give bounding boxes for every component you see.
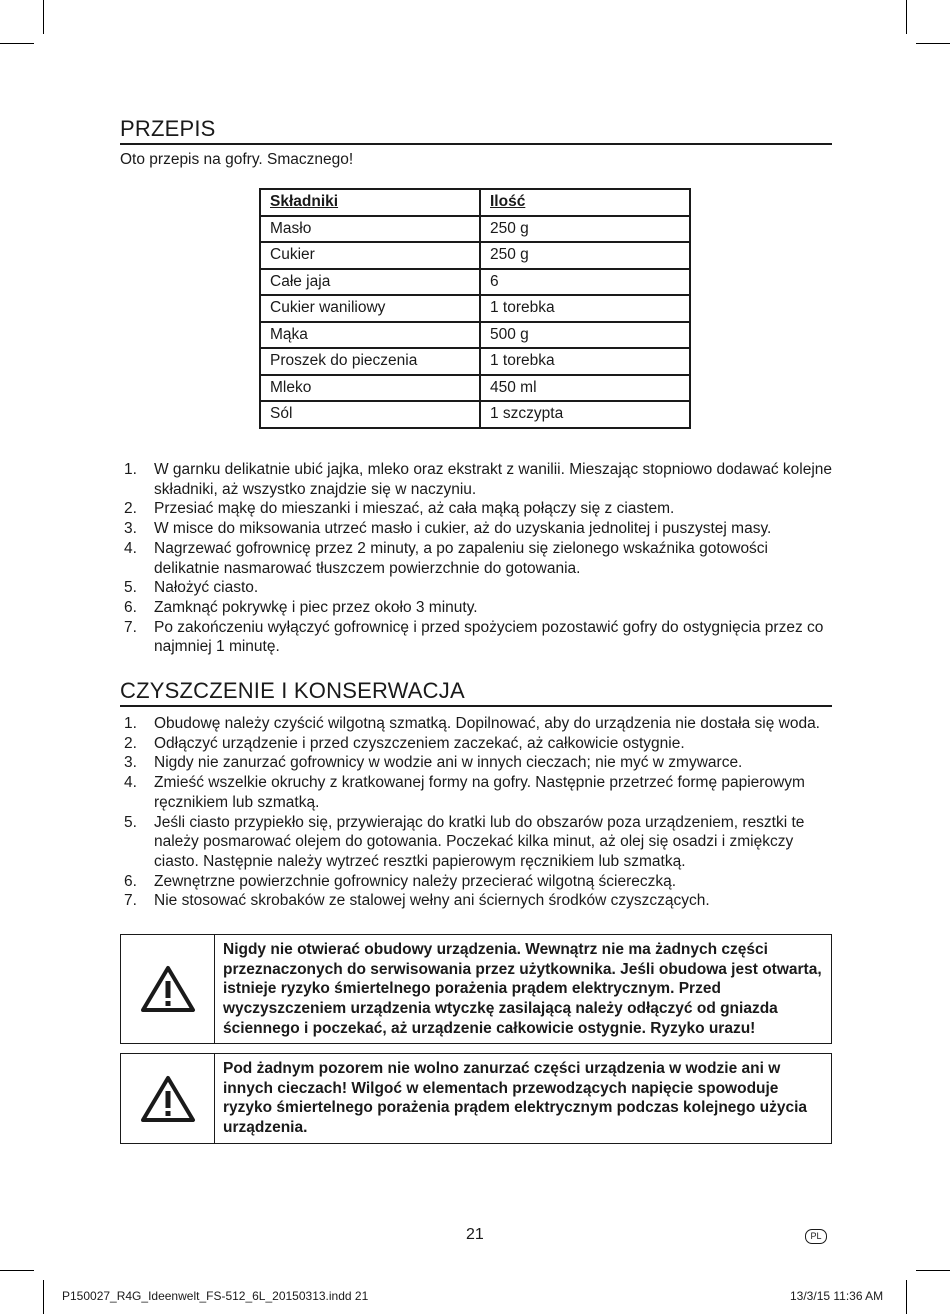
- list-item: [120, 813, 832, 872]
- warning-icon-cell: [121, 935, 215, 1043]
- table-header-row: [260, 189, 690, 216]
- ingredient-cell: Proszek do pieczenia: [260, 348, 480, 375]
- cleaning-steps-list: [120, 714, 832, 911]
- step-text: Nigdy nie zanurzać gofrownicy w wodzie ani w innych cieczach; nie myć w zmywarce.: [154, 754, 743, 772]
- step-number: 1.: [124, 715, 137, 732]
- quantity-cell: 250 g: [480, 216, 690, 243]
- warning-box: [120, 934, 832, 1044]
- table-row: [260, 322, 690, 349]
- list-item: [120, 872, 832, 892]
- cleaning-title: CZYSZCZENIE I KONSERWACJA: [120, 678, 832, 707]
- step-text: Zewnętrzne powierzchnie gofrownicy należy przecierać wilgotną ściereczką.: [154, 872, 677, 890]
- crop-mark: [916, 1270, 950, 1271]
- crop-mark: [43, 1280, 44, 1314]
- ingredients-table: [259, 188, 691, 429]
- column-header-ingredients: Składniki: [260, 189, 480, 216]
- print-slug-date: 13/3/15 11:36 AM: [790, 1289, 884, 1303]
- list-item: [120, 499, 832, 519]
- list-item: [120, 578, 832, 598]
- list-item: [120, 734, 832, 754]
- step-number: 4.: [124, 774, 137, 792]
- warning-text: Nigdy nie otwierać obudowy urządzenia. Wewnątrz nie ma żadnych części przeznaczonych do serwisowania przez użytkownika. Jeśli obudowa jest otwarta, istnieje ryzyko śmiertelnego porażenia prądem elektrycznym. Przed wyczyszczeniem urządzenia wtyczkę zasilającą należy odłączyć od gniazda ściennego i poczekać, aż urządzenie całkowicie ostygnie. Ryzyko urazu!: [223, 941, 822, 1037]
- quantity-cell: 250 g: [480, 242, 690, 269]
- print-slug-file: P150027_R4G_Ideenwelt_FS-512_6L_20150313.indd 21: [62, 1289, 369, 1303]
- step-text: Jeśli ciasto przypiekło się, przywierając do kratki lub do obszarów poza urządzeniem, resztki te należy posmarować olejem do gotowania. Poczekać kilka minut, aż olej się osadzi i zmiękczy ciasto. Następnie należy wytrzeć resztki papierowym ręcznikiem lub szmatką.: [154, 813, 805, 870]
- list-item: [120, 598, 832, 618]
- quantity-cell: 1 torebka: [480, 348, 690, 375]
- step-text: Zmieść wszelkie okruchy z kratkowanej formy na gofry. Następnie przetrzeć formę papierowym ręcznikiem lub szmatką.: [154, 774, 805, 811]
- ingredient-cell: Mleko: [260, 375, 480, 402]
- crop-mark: [906, 0, 907, 34]
- list-item: [120, 714, 832, 734]
- step-number: 1.: [124, 461, 137, 478]
- quantity-cell: 1 torebka: [480, 295, 690, 322]
- warning-text: Pod żadnym pozorem nie wolno zanurzać części urządzenia w wodzie ani w innych cieczach! Wilgoć w elementach przewodzących napięcie spowoduje ryzyko śmiertelnego porażenia prądem elektrycznym podczas kolejnego użycia urządzenia.: [223, 1060, 808, 1137]
- crop-mark: [43, 0, 44, 34]
- table-row: [260, 269, 690, 296]
- step-text: Nałożyć ciasto.: [154, 579, 259, 597]
- table-row: [260, 375, 690, 402]
- warning-triangle-icon: [140, 965, 196, 1013]
- list-item: [120, 618, 832, 657]
- step-text: W misce do miksowania utrzeć masło i cukier, aż do uzyskania jednolitej i puszystej masy.: [154, 520, 772, 538]
- step-text: Obudowę należy czyścić wilgotną szmatką. Dopilnować, aby do urządzenia nie dostała się woda.: [154, 715, 820, 732]
- ingredient-cell: Masło: [260, 216, 480, 243]
- step-text: Odłączyć urządzenie i przed czyszczeniem zaczekać, aż całkowicie ostygnie.: [154, 734, 685, 752]
- quantity-cell: 500 g: [480, 322, 690, 349]
- list-item: [120, 539, 832, 578]
- crop-mark: [0, 43, 34, 44]
- list-item: [120, 753, 832, 773]
- list-item: [120, 519, 832, 539]
- crop-mark: [0, 1270, 34, 1271]
- quantity-cell: 1 szczypta: [480, 401, 690, 428]
- page-number: 21: [466, 1226, 484, 1243]
- list-item: [120, 773, 832, 812]
- step-number: 7.: [124, 892, 137, 910]
- step-text: Nie stosować skrobaków ze stalowej wełny ani ściernych środków czyszczących.: [154, 892, 710, 910]
- step-text: Po zakończeniu wyłączyć gofrownicę i przed spożyciem pozostawić gofry do ostygnięcia przez co najmniej 1 minutę.: [154, 618, 824, 656]
- list-item: [120, 460, 832, 499]
- table-row: [260, 242, 690, 269]
- ingredient-cell: Cukier waniliowy: [260, 295, 480, 322]
- recipe-title: PRZEPIS: [120, 116, 832, 145]
- step-number: 4.: [124, 539, 137, 557]
- step-number: 5.: [124, 579, 137, 597]
- step-number: 2.: [124, 734, 137, 752]
- step-number: 6.: [124, 598, 137, 616]
- table-row: [260, 216, 690, 243]
- column-header-quantity: Ilość: [480, 189, 690, 216]
- step-text: W garnku delikatnie ubić jajka, mleko oraz ekstrakt z wanilii. Mieszając stopniowo dodawać kolejne składniki, aż wszystko znajdzie się w naczyniu.: [154, 461, 833, 498]
- recipe-steps-list: [120, 460, 832, 657]
- table-row: [260, 348, 690, 375]
- warning-icon-cell: [121, 1054, 215, 1143]
- ingredient-cell: Sól: [260, 401, 480, 428]
- step-text: Przesiać mąkę do mieszanki i mieszać, aż cała mąką połączy się z ciastem.: [154, 500, 675, 518]
- quantity-cell: 450 ml: [480, 375, 690, 402]
- warning-triangle-icon: [140, 1075, 196, 1123]
- step-number: 2.: [124, 500, 137, 518]
- list-item: [120, 891, 832, 911]
- language-badge: PL: [805, 1229, 827, 1244]
- step-number: 3.: [124, 754, 137, 772]
- step-text: Zamknąć pokrywkę i piec przez około 3 minuty.: [154, 598, 478, 616]
- crop-mark: [906, 1280, 907, 1314]
- recipe-intro: Oto przepis na gofry. Smacznego!: [120, 151, 354, 168]
- ingredient-cell: Mąka: [260, 322, 480, 349]
- ingredient-cell: Cukier: [260, 242, 480, 269]
- step-number: 6.: [124, 872, 137, 890]
- step-number: 5.: [124, 813, 137, 831]
- ingredient-cell: Całe jaja: [260, 269, 480, 296]
- warning-box: [120, 1053, 832, 1144]
- step-number: 7.: [124, 618, 137, 636]
- step-text: Nagrzewać gofrownicę przez 2 minuty, a po zapaleniu się zielonego wskaźnika gotowości delikatnie nasmarować tłuszczem powierzchnie do gotowania.: [154, 539, 769, 577]
- crop-mark: [916, 43, 950, 44]
- step-number: 3.: [124, 520, 137, 538]
- table-row: [260, 295, 690, 322]
- quantity-cell: 6: [480, 269, 690, 296]
- table-row: [260, 401, 690, 428]
